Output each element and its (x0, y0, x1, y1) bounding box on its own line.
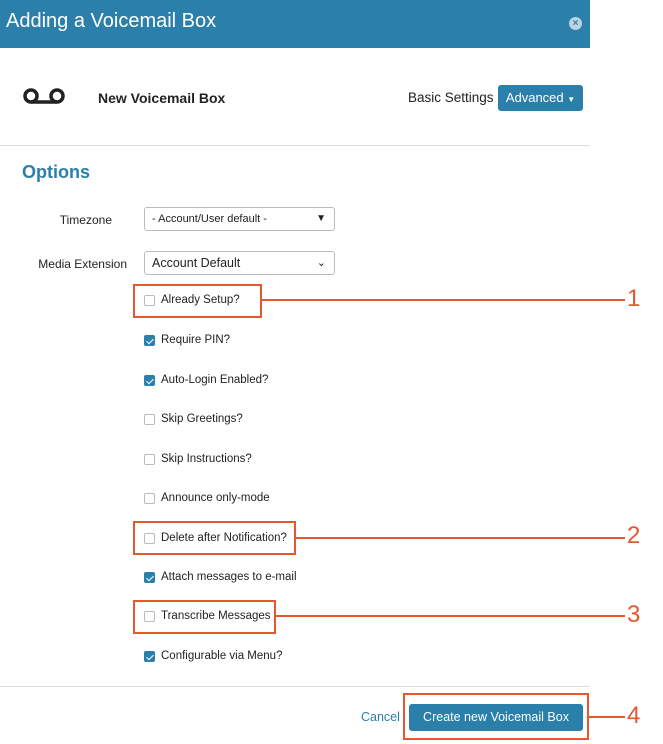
checkbox-auto-login[interactable] (144, 372, 268, 388)
checkbox-box[interactable] (144, 375, 155, 386)
callout-number-4: 4 (627, 702, 641, 729)
checkbox-attach-email[interactable] (144, 569, 297, 585)
advanced-button[interactable] (498, 85, 583, 111)
voicemail-icon (23, 88, 65, 104)
chevron-down-icon: ⌄ (316, 257, 326, 269)
callout-number-3: 3 (627, 601, 641, 628)
checkbox-box[interactable] (144, 335, 155, 346)
callout-line-4 (589, 716, 625, 718)
checkbox-require-pin[interactable] (144, 332, 230, 348)
checkbox-configurable-menu[interactable] (144, 648, 282, 664)
timezone-label: Timezone (59, 213, 112, 227)
callout-line-3 (276, 615, 625, 617)
callout-line-1 (262, 299, 625, 301)
caret-down-icon: ▼ (567, 95, 576, 104)
checkbox-label: Delete after Notification? (161, 532, 287, 544)
dialog-titlebar (0, 0, 590, 48)
checkbox-box[interactable] (144, 572, 155, 583)
checkbox-label: Auto-Login Enabled? (161, 374, 269, 386)
checkbox-label: Skip Instructions? (161, 453, 252, 465)
media-extension-label: Media Extension (38, 257, 127, 271)
checkbox-skip-greetings[interactable] (144, 411, 243, 427)
advanced-label: Advanced (505, 90, 564, 105)
footer-divider (0, 686, 590, 687)
checkbox-label: Already Setup? (161, 294, 240, 306)
timezone-value: - Account/User default - (152, 213, 267, 225)
checkbox-label: Attach messages to e-mail (161, 571, 297, 583)
checkbox-skip-instructions[interactable] (144, 451, 252, 467)
basic-settings-link[interactable]: Basic Settings (408, 90, 494, 105)
callout-line-2 (296, 537, 625, 539)
dropdown-arrow-icon: ▼ (316, 213, 326, 224)
checkbox-box[interactable] (144, 651, 155, 662)
checkbox-label: Skip Greetings? (161, 413, 243, 425)
checkbox-label: Transcribe Messages (161, 610, 271, 622)
callout-box-4 (403, 693, 589, 740)
create-voicemail-box-button[interactable]: Create new Voicemail Box (409, 704, 583, 731)
callout-number-1: 1 (627, 285, 641, 312)
close-icon[interactable]: × (569, 17, 582, 30)
media-extension-select[interactable] (144, 251, 335, 275)
checkbox-label: Announce only-mode (161, 492, 270, 504)
callout-number-2: 2 (627, 522, 641, 549)
media-extension-value: Account Default (152, 256, 241, 270)
checkbox-label: Configurable via Menu? (161, 650, 283, 662)
callout-box-3 (133, 600, 276, 634)
checkbox-box[interactable] (144, 414, 155, 425)
callout-box-1 (133, 284, 262, 318)
callout-box-2 (133, 521, 296, 555)
timezone-select[interactable] (144, 207, 335, 231)
checkbox-box[interactable] (144, 454, 155, 465)
checkbox-label: Require PIN? (161, 334, 231, 346)
cancel-link[interactable]: Cancel (361, 710, 400, 724)
dialog-title: Adding a Voicemail Box (6, 10, 217, 32)
checkbox-announce-only[interactable] (144, 490, 270, 506)
voicemail-box-name: New Voicemail Box (98, 90, 226, 106)
options-heading: Options (22, 162, 90, 182)
dialog-header (0, 48, 590, 146)
checkbox-box[interactable] (144, 493, 155, 504)
